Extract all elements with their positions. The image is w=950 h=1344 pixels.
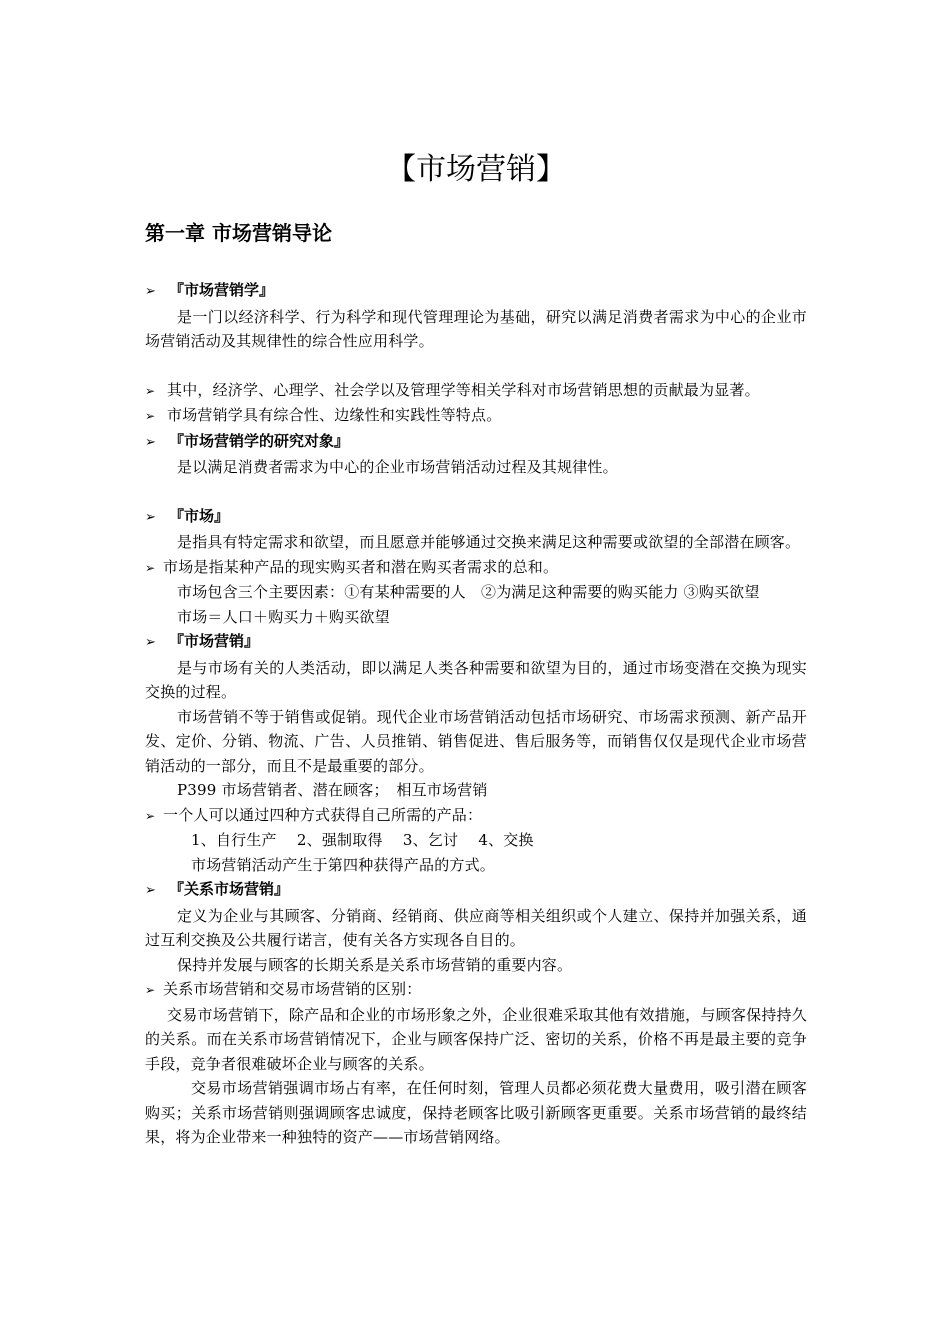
- body-paragraph: 市场包含三个主要因素：①有某种需要的人 ②为满足这种需要的购买能力 ③购买欲望: [177, 583, 760, 601]
- body-paragraph: 交易市场营销下，除产品和企业的市场形象之外，企业很难采取其他有效措施，与顾客保持持久的关系。而在关系市场营销情况下，企业与顾客保持广泛、密切的关系，价格不再是最主要的竞争手段，竞争者很难破坏企业与顾客的关系。: [145, 1005, 807, 1073]
- bullet-text: 市场是指某种产品的现实购买者和潜在购买者需求的总和。: [163, 557, 559, 576]
- body-paragraph: 保持并发展与顾客的长期关系是关系市场营销的重要内容。: [177, 955, 573, 974]
- definition-paragraph: 是指具有特定需求和欲望，而且愿意并能够通过交换来满足这种需要或欲望的全部潜在顾客。: [177, 533, 801, 551]
- document-title: 【市场营销】: [386, 152, 566, 187]
- arrow-bullet-icon: ➢: [145, 560, 156, 575]
- bullet-text: 市场营销学具有综合性、边缘性和实践性等特点。: [167, 406, 502, 424]
- definition-paragraph: 是以满足消费者需求为中心的企业市场营销活动过程及其规律性。: [177, 458, 618, 476]
- document-page: [145, 150, 807, 1150]
- arrow-bullet-icon: ➢: [145, 383, 156, 398]
- definition-paragraph: 定义为企业与其顾客、分销商、经销商、供应商等相关组织或个人建立、保持并加强关系，通过互利交换及公共履行诺言，使有关各方实现各自目的。: [145, 906, 807, 949]
- bullet-paragraph: [145, 803, 807, 829]
- chapter-heading: 第一章 市场营销导论: [145, 221, 332, 245]
- arrow-bullet-icon: ➢: [145, 808, 156, 823]
- section-title: 『市场』: [169, 506, 230, 525]
- arrow-bullet-icon: ➢: [145, 635, 156, 650]
- section-title: 『市场营销』: [169, 632, 260, 650]
- bullet-text: 关系市场营销和交易市场营销的区别：: [163, 980, 422, 998]
- arrow-bullet-icon: ➢: [145, 409, 156, 423]
- spacer: [145, 354, 807, 378]
- arrow-bullet-icon: ➢: [145, 434, 156, 450]
- bullet-text: 一个人可以通过四种方式获得自己所需的产品：: [163, 805, 483, 824]
- section-heading-research-object: [145, 429, 807, 456]
- bullet-text: 其中，经济学、心理学、社会学以及管理学等相关学科对市场营销思想的贡献最为显著。: [167, 380, 760, 399]
- arrow-bullet-icon: ➢: [145, 284, 156, 299]
- section-title: 『市场营销学』: [169, 281, 275, 299]
- bullet-paragraph: [145, 977, 807, 1003]
- body-paragraph: 市场营销活动产生于第四种获得产品的方式。: [191, 855, 496, 874]
- arrow-bullet-icon: ➢: [145, 883, 156, 898]
- numbered-list-line: 1、自行生产 2、强制取得 3、乞讨 4、交换: [191, 831, 534, 849]
- body-paragraph: 交易市场营销强调市场占有率，在任何时刻，管理人员都必须花费大量费用，吸引潜在顾客购买；关系市场营销则强调顾客忠诚度，保持老顾客比吸引新顾客更重要。关系市场营销的最终结果，将为企业带来一种独特的资产——市场营销网络。: [145, 1079, 807, 1146]
- arrow-bullet-icon: ➢: [145, 983, 156, 997]
- body-paragraph: P399 市场营销者、潜在顾客； 相互市场营销: [177, 781, 488, 799]
- bullet-paragraph: [145, 403, 807, 429]
- section-heading-marketing: [145, 629, 807, 656]
- section-heading-market: [145, 504, 807, 531]
- spacer: [145, 480, 807, 504]
- bullet-paragraph: [145, 555, 807, 581]
- section-heading-marketing-science: [145, 278, 807, 305]
- bullet-paragraph: [145, 378, 807, 404]
- section-title: 『关系市场营销』: [169, 880, 290, 898]
- formula-line: 市场＝人口＋购买力＋购买欲望: [177, 607, 390, 626]
- arrow-bullet-icon: ➢: [145, 509, 156, 525]
- body-paragraph: 市场营销不等于销售或促销。现代企业市场营销活动包括市场研究、市场需求预测、新产品开发、定价、分销、物流、广告、人员推销、销售促进、售后服务等，而销售仅仅是现代企业市场营销活动的一部分，而且不是最重要的部分。: [145, 707, 807, 775]
- definition-paragraph: 是一门以经济科学、行为科学和现代管理理论为基础，研究以满足消费者需求为中心的企业市场营销活动及其规律性的综合性应用科学。: [145, 307, 807, 350]
- definition-paragraph: 是与市场有关的人类活动，即以满足人类各种需要和欲望为目的，通过市场变潜在交换为现实交换的过程。: [145, 658, 807, 701]
- section-title: 『市场营销学的研究对象』: [169, 431, 350, 450]
- section-heading-relationship-marketing: [145, 877, 807, 904]
